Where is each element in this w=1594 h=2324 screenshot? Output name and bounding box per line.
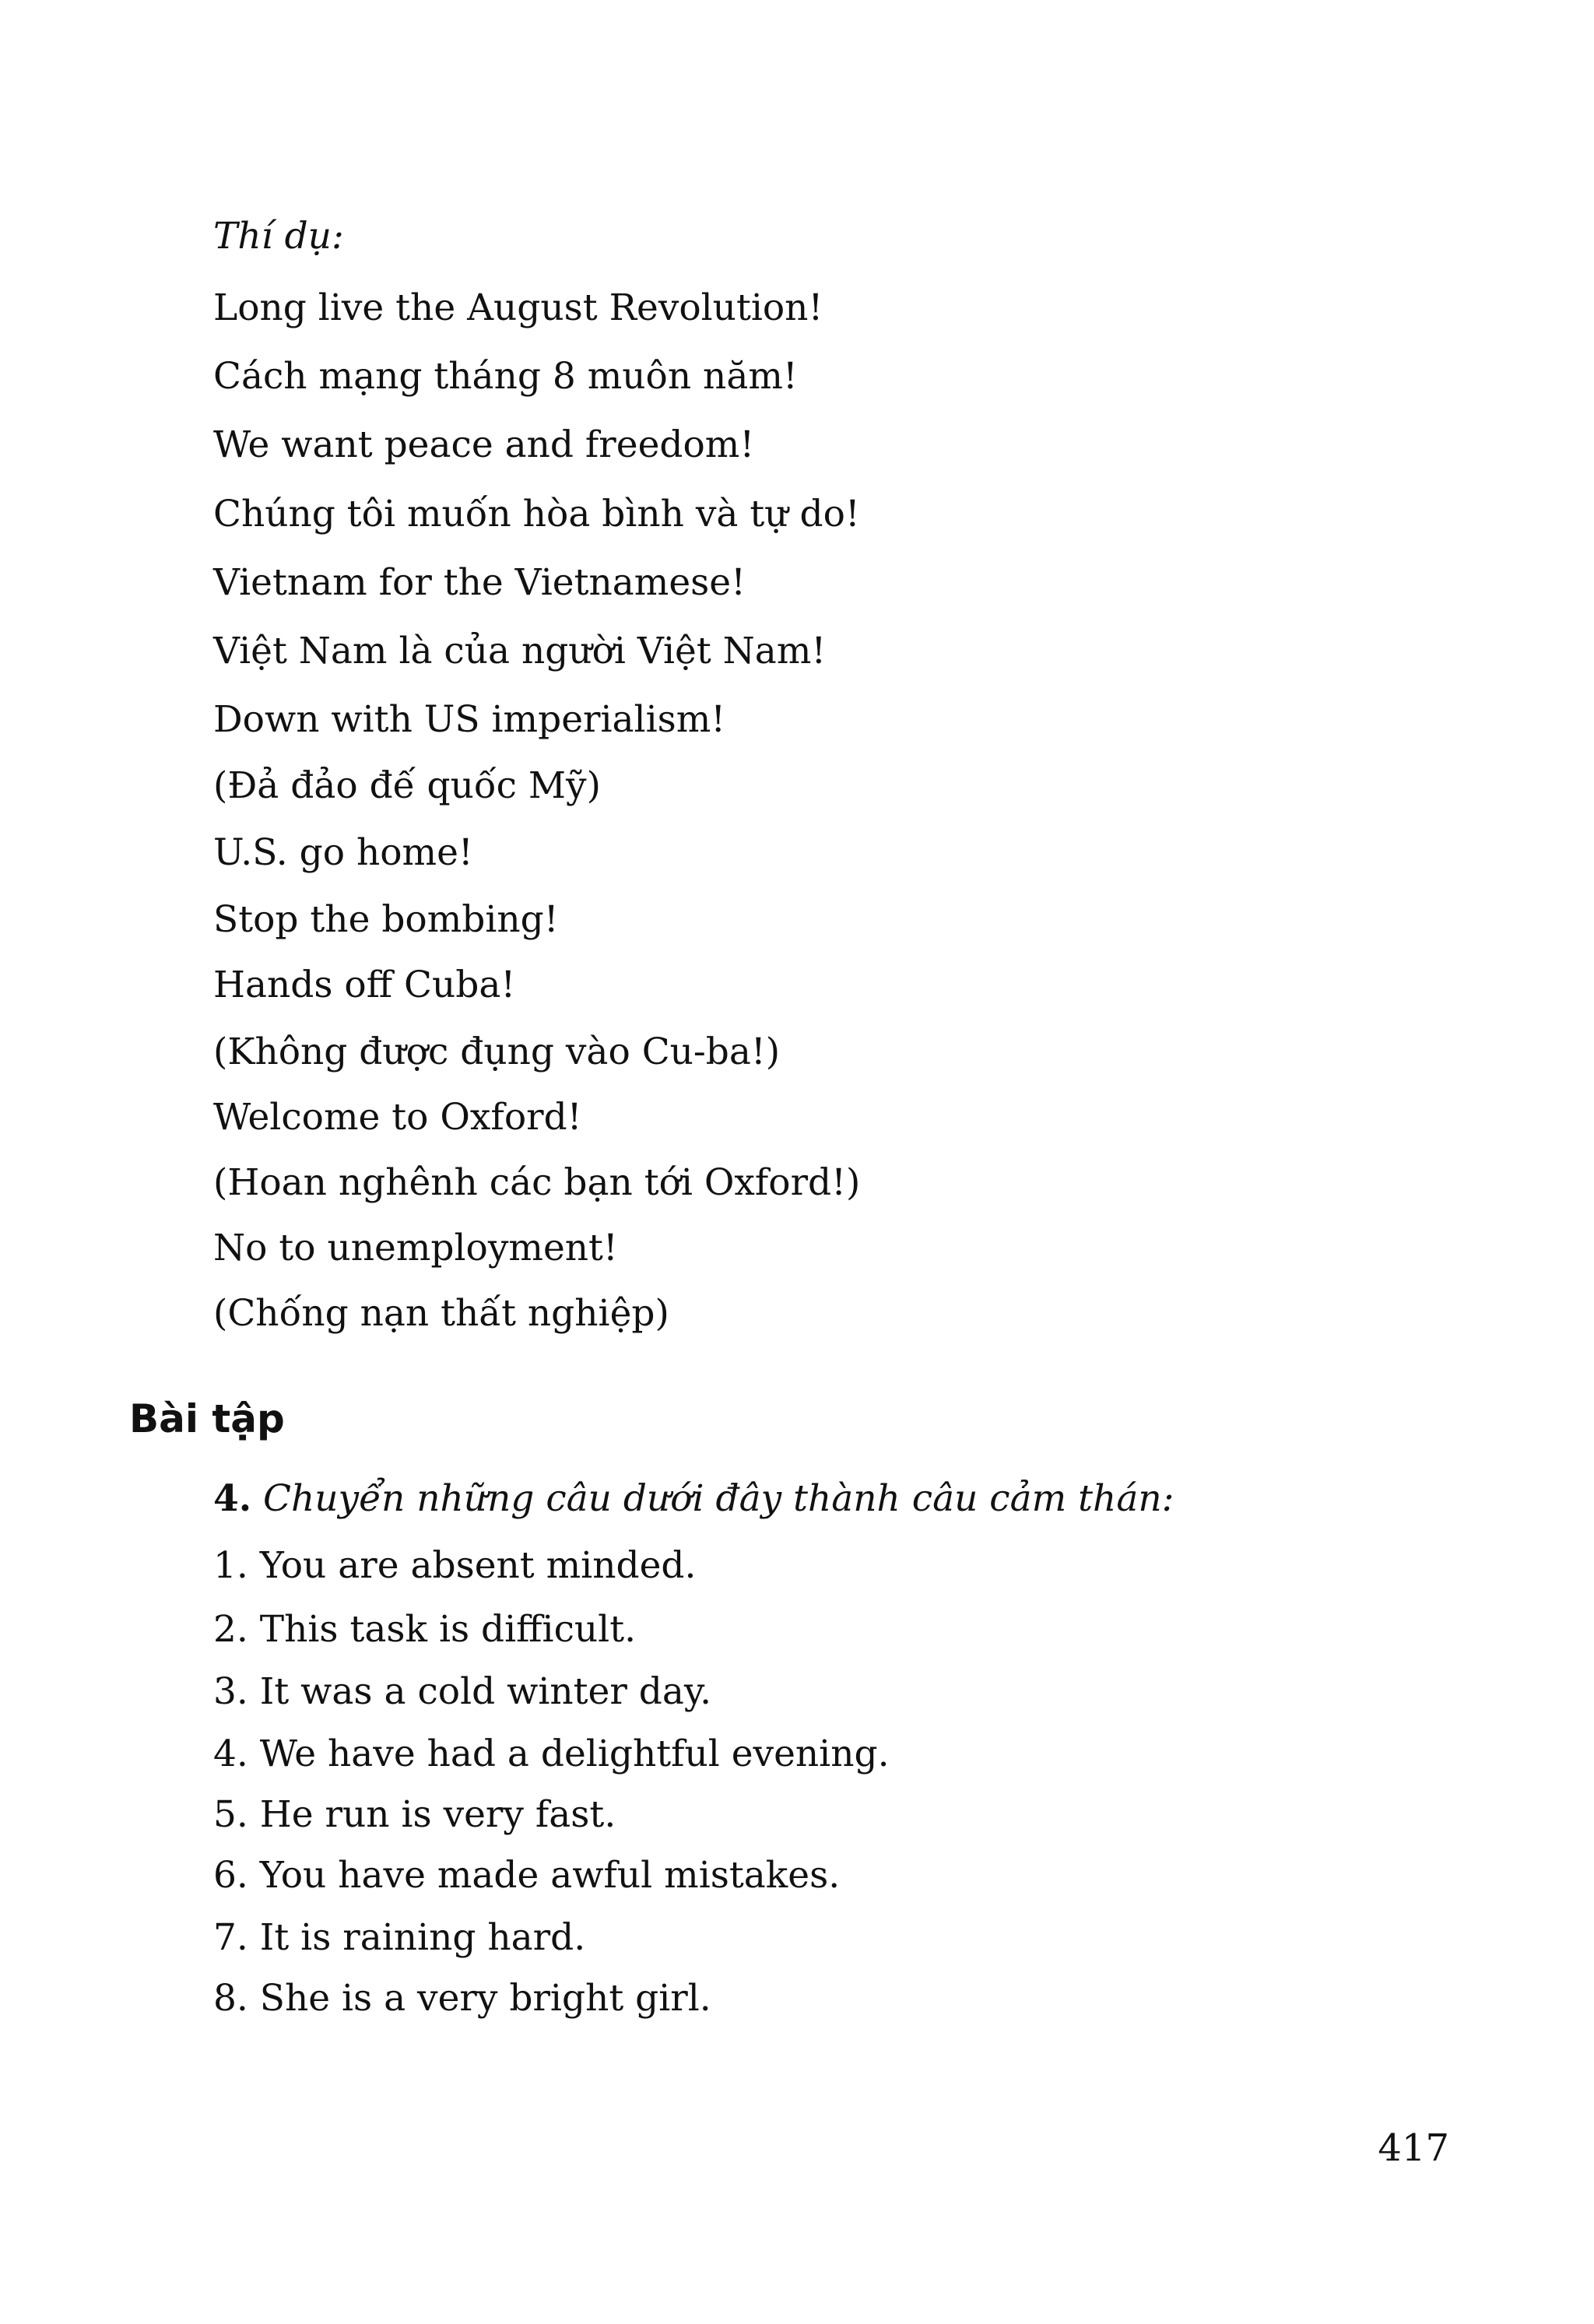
exercise-item: 6. You have made awful mistakes. xyxy=(213,1854,841,1897)
example-line: Hands off Cuba! xyxy=(213,964,516,1006)
exercise-number: 4. xyxy=(213,1477,252,1520)
example-line: We want peace and freedom! xyxy=(213,423,755,466)
example-line: No to unemployment! xyxy=(213,1227,618,1269)
exercise-instruction-text: Chuyển những câu dưới đây thành câu cảm thán: xyxy=(263,1477,1174,1520)
example-line: (Đả đảo đế quốc Mỹ) xyxy=(213,764,601,807)
exercise-instruction xyxy=(213,1477,1174,1520)
example-line: (Hoan nghênh các bạn tới Oxford!) xyxy=(213,1161,861,1204)
exercise-item: 2. This task is difficult. xyxy=(213,1608,637,1651)
example-line: (Không được đụng vào Cu-ba!) xyxy=(213,1030,781,1073)
example-line: Việt Nam là của người Việt Nam! xyxy=(213,630,827,672)
example-label: Thí dụ: xyxy=(213,215,344,258)
exercise-item: 5. He run is very fast. xyxy=(213,1793,616,1836)
exercise-item: 3. It was a cold winter day. xyxy=(213,1670,712,1713)
exercise-item: 4. We have had a delightful evening. xyxy=(213,1732,890,1775)
page-number: 417 xyxy=(1378,2126,1449,2170)
example-line: Down with US imperialism! xyxy=(213,698,726,741)
example-line: Chúng tôi muốn hòa bình và tự do! xyxy=(213,493,860,535)
exercise-item: 8. She is a very bright girl. xyxy=(213,1977,711,2020)
exercise-item: 1. You are absent minded. xyxy=(213,1544,697,1587)
example-line: Stop the bombing! xyxy=(213,898,559,941)
example-line: Welcome to Oxford! xyxy=(213,1096,582,1139)
example-line: Long live the August Revolution! xyxy=(213,286,823,329)
example-line: Vietnam for the Vietnamese! xyxy=(213,561,746,604)
example-line: U.S. go home! xyxy=(213,831,473,874)
section-heading: Bài tập xyxy=(129,1396,285,1441)
exercise-item: 7. It is raining hard. xyxy=(213,1916,586,1959)
example-line: Cách mạng tháng 8 muôn năm! xyxy=(213,355,798,398)
example-line: (Chống nạn thất nghiệp) xyxy=(213,1292,669,1335)
